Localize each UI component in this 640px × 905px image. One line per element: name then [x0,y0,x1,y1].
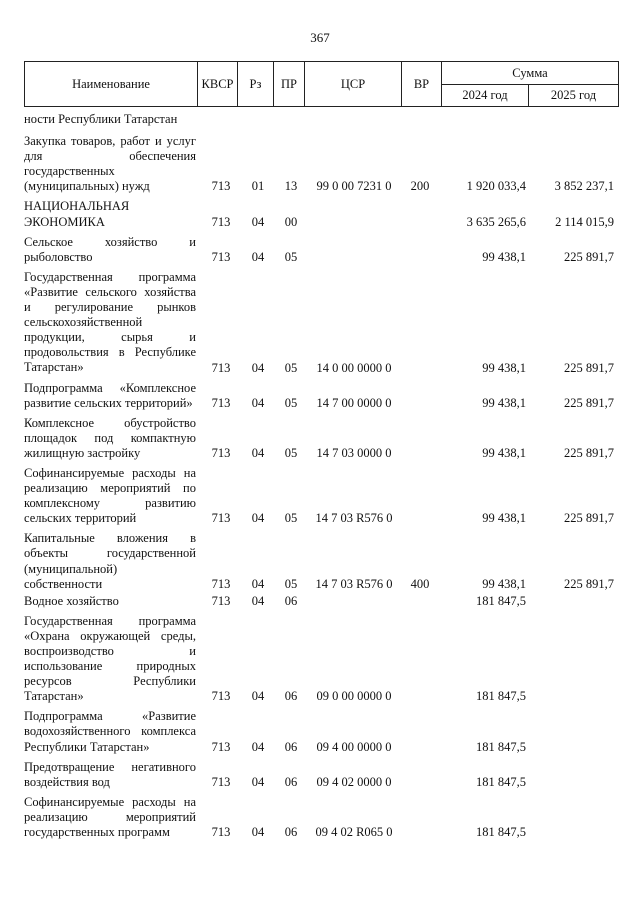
row-sum-2024: 99 438,1 [482,360,526,375]
row-kvsr: 713 [211,825,231,840]
row-name: НАЦИОНАЛЬНАЯ ЭКОНОМИКА [24,199,130,229]
row-kvsr: 713 [211,445,231,460]
header-year-2025: 2025 год [529,85,619,107]
row-kvsr: 713 [211,214,231,229]
table-row [24,531,618,591]
row-sum-2024: 99 438,1 [482,395,526,410]
header-year-2024: 2024 год [442,85,529,107]
table-header [24,61,619,107]
table-row [24,416,618,461]
row-name: Закупка товаров, работ и услуг для обеспечения государственных (муниципальных) нужд [24,134,196,194]
row-kvsr: 713 [211,179,231,194]
row-vr: 400 [410,576,430,591]
header-csr: ЦСР [305,62,402,107]
row-name: Софинансируемые расходы на реализацию мероприятий государственных программ [24,794,196,840]
row-name: ности Республики Татарстан [24,112,178,126]
row-csr: 09 0 00 0000 0 [316,689,392,704]
row-sum-2024: 3 635 265,6 [466,214,526,229]
row-name: Государственная программа «Охрана окружающей среды, воспроизводство и использование природных ресурсов Республики Татарстан» [24,613,196,704]
row-csr: 99 0 00 7231 0 [316,179,392,194]
row-kvsr: 713 [211,576,231,591]
row-rz: 04 [251,593,265,608]
row-csr: 14 7 00 0000 0 [316,395,392,410]
row-sum-2024: 181 847,5 [476,774,526,789]
table-row [24,134,618,194]
row-kvsr: 713 [211,739,231,754]
table-row [24,199,618,229]
row-name: Подпрограмма «Комплексное развитие сельских территорий» [24,380,196,410]
row-name: Водное хозяйство [24,593,119,608]
header-rz: Рз [238,62,274,107]
row-sum-2024: 99 438,1 [482,249,526,264]
row-sum-2025: 225 891,7 [564,445,614,460]
row-rz: 01 [251,179,265,194]
page-number: 367 [310,30,330,45]
header-vr: ВР [402,62,442,107]
row-pr: 06 [284,739,298,754]
row-csr: 14 7 03 R576 0 [315,576,393,591]
row-vr: 200 [410,179,430,194]
row-pr: 06 [284,689,298,704]
row-sum-2025: 225 891,7 [564,395,614,410]
row-sum-2024: 1 920 033,4 [466,179,526,194]
row-rz: 04 [251,825,265,840]
row-kvsr: 713 [211,511,231,526]
row-name: Предотвращение негативного воздействия вод [24,759,196,789]
table-row [24,381,618,411]
row-sum-2025: 2 114 015,9 [555,214,614,229]
row-pr: 05 [284,511,298,526]
row-sum-2025: 225 891,7 [564,576,614,591]
row-csr: 09 4 02 R065 0 [315,825,393,840]
row-pr: 06 [284,593,298,608]
row-csr: 09 4 00 0000 0 [316,739,392,754]
row-pr: 05 [284,249,298,264]
row-rz: 04 [251,576,265,591]
row-rz: 04 [251,214,265,229]
row-rz: 04 [251,511,265,526]
table-row [24,270,618,376]
row-kvsr: 713 [211,689,231,704]
row-name: Подпрограмма «Развитие водохозяйственного комплекса Республики Татарстан» [24,709,196,754]
header-name: Наименование [25,62,198,107]
row-name: Софинансируемые расходы на реализацию мероприятий по комплексному развитию сельских территорий [24,465,196,526]
row-pr: 05 [284,576,298,591]
row-name: Сельское хозяйство и рыболовство [24,234,196,264]
row-rz: 04 [251,445,265,460]
row-rz: 04 [251,360,265,375]
table-row [24,709,618,754]
row-kvsr: 713 [211,593,231,608]
row-rz: 04 [251,249,265,264]
row-name: Капитальные вложения в объекты государственной (муниципальной) собственности [24,531,196,591]
row-csr: 14 0 00 0000 0 [316,360,392,375]
row-sum-2024: 99 438,1 [482,576,526,591]
table-body [24,107,618,840]
table-row [24,594,618,609]
row-pr: 06 [284,825,298,840]
row-sum-2024: 181 847,5 [476,593,526,608]
row-pr: 00 [284,214,298,229]
row-sum-2025: 3 852 237,1 [554,179,614,194]
header-pr: ПР [274,62,305,107]
row-sum-2025: 225 891,7 [564,360,614,375]
row-sum-2025: 225 891,7 [564,249,614,264]
table-row [24,614,618,705]
row-kvsr: 713 [211,774,231,789]
row-pr: 05 [284,445,298,460]
row-sum-2024: 181 847,5 [476,825,526,840]
row-sum-2024: 181 847,5 [476,689,526,704]
row-name: Комплексное обустройство площадок под компактную жилищную застройку [24,415,196,460]
row-sum-2024: 99 438,1 [482,445,526,460]
row-rz: 04 [251,739,265,754]
table-row [24,760,618,790]
table-row [24,235,618,265]
row-pr: 05 [284,395,298,410]
row-name: Государственная программа «Развитие сельского хозяйства и регулирование рынков сельскохозяйственной продукции, сырья и продовольствия в Республике Татарстан» [24,269,196,375]
row-rz: 04 [251,774,265,789]
row-kvsr: 713 [211,360,231,375]
row-sum-2024: 181 847,5 [476,739,526,754]
row-kvsr: 713 [211,249,231,264]
row-pr: 06 [284,774,298,789]
row-rz: 04 [251,689,265,704]
table-row [24,112,618,127]
row-pr: 05 [284,360,298,375]
header-kvsr: КВСР [198,62,238,107]
row-csr: 14 7 03 0000 0 [316,445,392,460]
row-sum-2025: 225 891,7 [564,511,614,526]
row-sum-2024: 99 438,1 [482,511,526,526]
table-row [24,795,618,840]
row-csr: 09 4 02 0000 0 [316,774,392,789]
row-kvsr: 713 [211,395,231,410]
row-pr: 13 [284,179,298,194]
header-sum: Сумма [442,62,619,85]
table-row [24,466,618,526]
row-csr: 14 7 03 R576 0 [315,511,393,526]
row-rz: 04 [251,395,265,410]
